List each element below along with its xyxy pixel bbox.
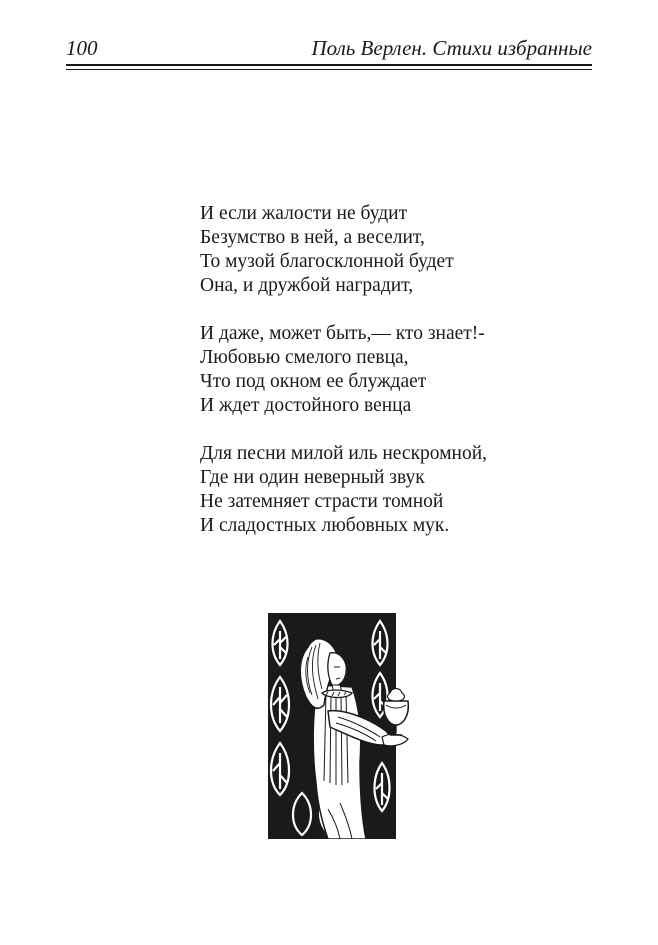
poem-line: И сладостных любовных мук. [200, 515, 450, 536]
poem-line: Она, и дружбой наградит, [200, 275, 414, 296]
poem-line: Для песни милой иль нескромной, [200, 443, 488, 464]
poem-line: То музой благосклонной будет [200, 251, 454, 272]
poem [200, 202, 560, 562]
poem-line: И ждет достойного венца [200, 395, 412, 416]
woman-with-goblet-woodcut-icon [268, 613, 430, 839]
poem-line: И даже, может быть,— кто знает!- [200, 323, 485, 344]
header-rule-thin [66, 69, 592, 70]
page-number: 100 [66, 36, 98, 60]
poem-line: И если жалости не будит [200, 203, 408, 224]
stanza-1 [200, 202, 560, 298]
poem-line: Безумство в ней, а веселит, [200, 227, 425, 248]
stanza-2 [200, 322, 560, 418]
header-rule-thick [66, 64, 592, 66]
poem-line: Где ни один неверный звук [200, 467, 425, 488]
book-title: Поль Верлен. Стихи избранные [311, 36, 592, 60]
running-head [66, 36, 592, 64]
stanza-3 [200, 442, 560, 538]
poem-line: Что под окном ее блуждает [200, 371, 427, 392]
poem-line: Любовью смелого певца, [200, 347, 409, 368]
poem-line: Не затемняет страсти томной [200, 491, 444, 512]
